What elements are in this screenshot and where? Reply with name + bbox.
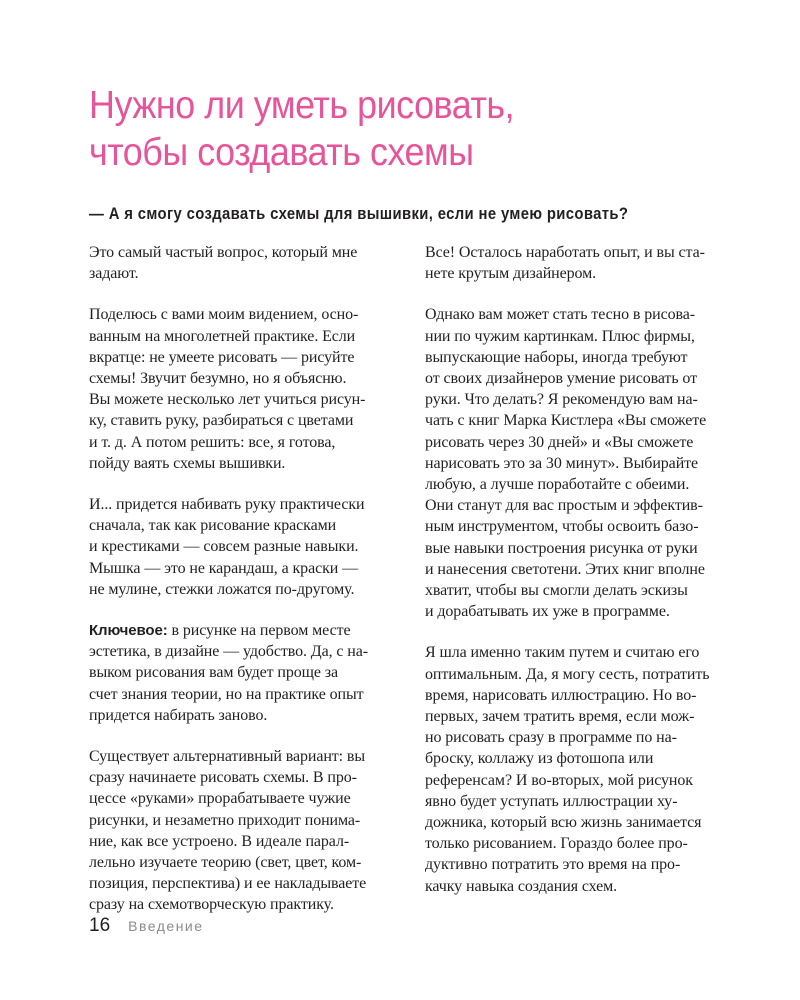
page-number: 16	[89, 915, 111, 936]
text-line: цессе «руками» прорабатываете чужие	[89, 790, 351, 808]
text-line: референсам? И во-вторых, мой рисунок	[425, 771, 693, 789]
text-line: первых, зачем тратить время, если мож-	[425, 708, 695, 726]
text-line: позиция, перспектива) и ее накладываете	[89, 875, 367, 893]
text-line: Это самый частый вопрос, который мне	[89, 244, 358, 261]
section-name: Введение	[128, 918, 204, 934]
key-paragraph-rest	[89, 641, 419, 726]
text-line: чать с книг Марка Кистлера «Вы сможете	[425, 412, 707, 430]
text-line: Однако вам может стать тесно в рисова-	[425, 306, 695, 324]
text-line: явно будет уступать иллюстрации ху-	[425, 792, 678, 810]
text-line: от своих дизайнеров умение рисовать от	[425, 370, 698, 388]
text-line: И... придется набивать руку практически	[89, 496, 365, 514]
text-line: эстетика, в дизайне — удобство. Да, с на-	[89, 643, 368, 661]
text-line: Все! Осталось наработать опыт, и вы ста-	[425, 244, 705, 261]
text-line: сразу на схемотворческую практику.	[89, 896, 334, 914]
paragraph	[425, 304, 755, 622]
paragraph	[89, 746, 419, 916]
text-line: Существует альтернативный вариант: вы	[89, 748, 366, 766]
text-line: нии по чужим картинкам. Плюс фирмы,	[425, 327, 695, 345]
chapter-title-line-1: Нужно ли уметь рисовать,	[89, 84, 515, 127]
left-column	[89, 242, 419, 936]
text-line: и дорабатывать их уже в программе.	[425, 603, 670, 621]
text-line: Они станут для вас простым и эффектив-	[425, 497, 703, 515]
paragraph	[425, 242, 755, 284]
text-line: и крестиками — совсем разные навыки.	[89, 538, 359, 556]
text-line: выком рисования вам будет проще за	[89, 664, 339, 682]
keyword-label: Ключевое:	[89, 622, 168, 640]
text-line: сначала, так как рисование красками	[89, 517, 337, 535]
text-line: Поделюсь с вами моим видением, осно-	[89, 306, 359, 324]
paragraph	[425, 642, 755, 896]
text-line: не мулине, стежки ложатся по-другому.	[89, 580, 355, 598]
key-paragraph	[89, 620, 419, 726]
right-column	[425, 242, 755, 917]
lead-question: — А я смогу создавать схемы для вышивки, если не умею рисовать?	[89, 205, 629, 223]
text-line: сразу начинаете рисовать схемы. В про-	[89, 769, 357, 787]
text-line: задают.	[89, 265, 139, 283]
text-line: и т. д. А потом решить: все, я готова,	[89, 433, 336, 451]
text-line: руки. Что делать? Я рекомендую вам на-	[425, 391, 698, 409]
chapter-title	[89, 82, 678, 176]
text-line: ванным на многолетней практике. Если	[89, 327, 356, 345]
text-line: лельно изучаете теорию (свет, цвет, ком-	[89, 854, 362, 872]
text-line	[89, 620, 419, 641]
text-line: ным инструментом, чтобы освоить базо-	[425, 518, 699, 536]
text-line: и нанесения светотени. Этих книг вполне	[425, 560, 705, 578]
paragraph	[89, 494, 419, 600]
text-line: любую, а лучше поработайте с обеими.	[425, 476, 690, 494]
text-line: Я шла именно таким путем и считаю его	[425, 644, 700, 662]
text-line: рисовать через 30 дней» и «Вы сможете	[425, 433, 694, 451]
text-line: время, нарисовать иллюстрацию. Но во-	[425, 686, 697, 704]
text-fragment: в рисунке на первом месте	[167, 622, 351, 640]
text-line: пойду ваять схемы вышивки.	[89, 454, 286, 472]
paragraph	[89, 242, 419, 284]
text-line: выпускающие наборы, иногда требуют	[425, 348, 688, 366]
text-line: вкратце: не умеете рисовать — рисуйте	[89, 348, 355, 366]
text-line: дуктивно потратить это время на про-	[425, 856, 681, 874]
page-footer	[89, 915, 204, 939]
chapter-title-line-2: чтобы создавать схемы	[89, 131, 474, 174]
text-line: оптимальным. Да, я могу сесть, потратить	[425, 665, 710, 683]
text-line: качку навыка создания схем.	[425, 877, 618, 895]
text-line: придется набирать заново.	[89, 706, 268, 724]
text-line: дожника, который всю жизнь занимается	[425, 814, 702, 832]
text-line: рисунки, и незаметно приходит понима-	[89, 811, 361, 829]
text-line: ние, как все устроено. В идеале парал-	[89, 832, 350, 850]
text-line: Вы можете несколько лет учиться рисун-	[89, 391, 366, 409]
text-line: броску, коллажу из фотошопа или	[425, 750, 654, 768]
paragraph	[89, 304, 419, 474]
text-line: схемы! Звучит безумно, но я объясню.	[89, 370, 347, 388]
text-line: только рисованием. Гораздо более про-	[425, 835, 688, 853]
text-line: но рисовать сразу в программе по на-	[425, 729, 677, 747]
text-line: вые навыки построения рисунка от руки	[425, 539, 698, 557]
text-line: счет знания теории, но на практике опыт	[89, 685, 364, 703]
text-line: нарисовать это за 30 минут». Выбирайте	[425, 454, 699, 472]
text-line: хватит, чтобы вы смогли делать эскизы	[425, 582, 688, 600]
text-line: нете крутым дизайнером.	[425, 265, 597, 283]
text-line: Мышка — это не карандаш, а краски —	[89, 559, 359, 577]
text-line: ку, ставить руку, разбираться с цветами	[89, 412, 354, 430]
